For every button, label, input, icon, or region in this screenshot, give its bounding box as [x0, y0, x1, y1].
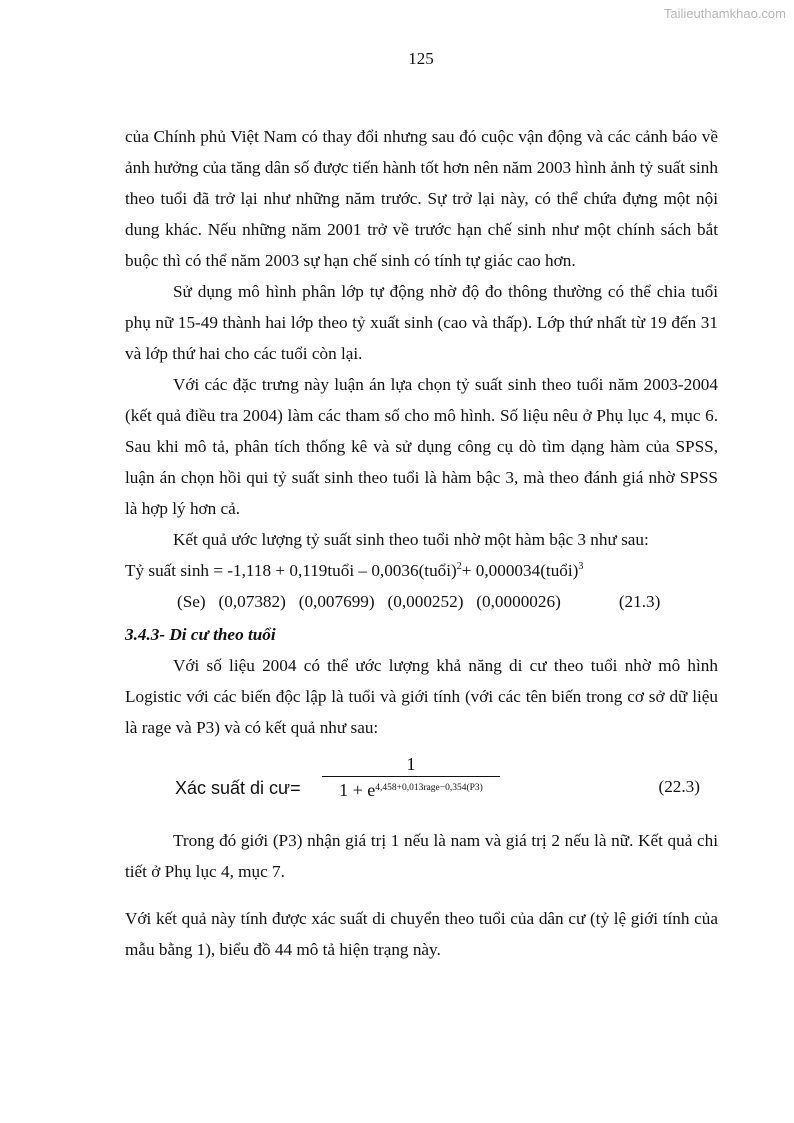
- paragraph-3: Với các đặc trưng này luận án lựa chọn tỷ suất sinh theo tuổi năm 2003-2004 (kết quả điều tra 2004) làm các tham số cho mô hình. Số liệu nêu ở Phụ lục 4, mục 6. Sau khi mô tả, phân tích thống kê và sử dụng công cụ dò tìm dạng hàm của SPSS, luận án chọn hồi qui tỷ suất sinh theo tuổi là hàm bậc 3, mà theo đánh giá nhờ SPSS là hợp lý hơn cả.: [125, 375, 718, 518]
- formula-numerator: 1: [406, 754, 416, 774]
- formula-fraction: [322, 753, 500, 801]
- paragraph-1: của Chính phủ Việt Nam có thay đổi nhưng sau đó cuộc vận động và các cảnh báo về ảnh hưởng của tăng dân số được tiến hành tốt hơn nên năm 2003 hình ảnh tỷ suất sinh theo tuổi đã trở lại như những năm trước. Sự trở lại này, có thể chứa đựng một nội dung khác. Nếu những năm 2001 trở về trước hạn chế sinh như một chính sách bắt buộc thì có thể năm 2003 sự hạn chế sinh có tính tự giác cao hơn.: [125, 127, 718, 270]
- paragraph-6: Trong đó giới (P3) nhận giá trị 1 nếu là nam và giá trị 2 nếu là nữ. Kết quả chi tiết ở Phụ lục 4, mục 7.: [125, 831, 718, 881]
- equation-number-22-3: (22.3): [658, 777, 700, 796]
- paragraph-7: Với kết quả này tính được xác suất di chuyển theo tuổi của dân cư (tỷ lệ giới tính của mẫu bằng 1), biểu đồ 44 mô tả hiện trạng này.: [125, 909, 718, 959]
- page-number: 125: [408, 49, 434, 68]
- denominator-base: 1 + e: [339, 780, 376, 800]
- fraction-bar: [322, 776, 500, 777]
- section-heading: 3.4.3- Di cư theo tuổi: [125, 625, 276, 644]
- formula-denominator: [322, 779, 500, 801]
- logistic-formula: [125, 751, 718, 819]
- equation-part-1: Tỷ suất sinh = -1,118 + 0,119tuổi – 0,0036(tuổi): [125, 561, 457, 580]
- paragraph-5: Với số liệu 2004 có thể ước lượng khả năng di cư theo tuổi nhờ mô hình Logistic với các biến độc lập là tuổi và giới tính (với các tên biến trong cơ sở dữ liệu là rage và P3) và có kết quả như sau:: [125, 656, 718, 737]
- paragraph-4: Kết quả ước lượng tỷ suất sinh theo tuổi nhờ một hàm bậc 3 như sau:: [173, 530, 649, 549]
- watermark: Tailieuthamkhao.com: [663, 6, 786, 21]
- equation-exponent-2: 3: [578, 561, 584, 572]
- equation-part-2: + 0,000034(tuổi): [461, 561, 579, 580]
- document-body: [125, 121, 718, 965]
- formula-label: Xác suất di cư=: [175, 778, 301, 798]
- equation-number-21-3: (21.3): [618, 592, 661, 611]
- equation-exponent-1: 2: [456, 561, 462, 572]
- regression-equation: [125, 555, 718, 586]
- standard-errors-line: [125, 586, 718, 617]
- denominator-exponent: 4,458+0,013rage−0,354(P3): [375, 783, 483, 793]
- paragraph-2: Sử dụng mô hình phân lớp tự động nhờ độ đo thông thường có thể chia tuổi phụ nữ 15-49 thành hai lớp theo tỷ xuất sinh (cao và thấp). Lớp thứ nhất từ 19 đến 31 và lớp thứ hai cho các tuổi còn lại.: [125, 282, 718, 363]
- standard-errors: (Se) (0,07382) (0,007699) (0,000252) (0,0000026): [177, 592, 561, 611]
